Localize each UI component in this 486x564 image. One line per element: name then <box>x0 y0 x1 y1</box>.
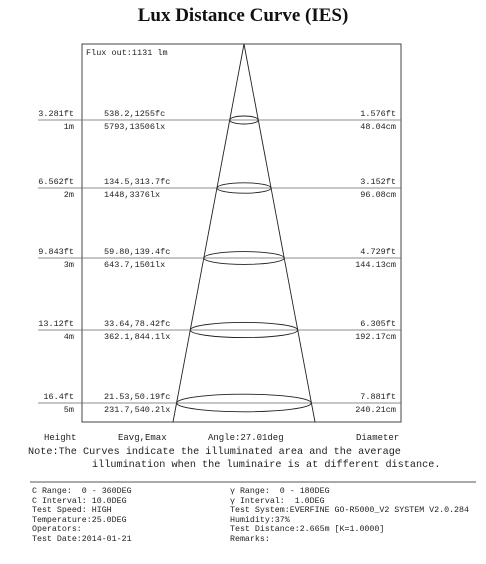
note-line-2: illumination when the luminaire is at different distance. <box>92 460 441 471</box>
humidity: Humidity:37% <box>230 515 290 525</box>
beam-cone-right <box>244 44 315 422</box>
test-system: Test System:EVERFINE GO-R5000_V2 SYSTEM V2.0.284 <box>230 506 469 516</box>
row-diam-cm: 96.08cm <box>360 190 396 200</box>
row-lx: 231.7,540.2lx <box>104 405 171 415</box>
test-meta-right <box>230 487 469 545</box>
note-line-1: Note:The Curves indicate the illuminated area and the average <box>28 447 401 458</box>
note-text <box>28 446 478 472</box>
row-fc: 59.80,139.4fc <box>104 247 171 257</box>
remarks: Remarks: <box>230 534 270 544</box>
row-height-m: 2m <box>63 190 74 200</box>
height-column-label: Height <box>44 433 77 443</box>
row-diam-cm: 192.17cm <box>355 332 396 342</box>
row-diam-cm: 48.04cm <box>360 122 396 132</box>
row-height-m: 3m <box>63 260 74 270</box>
row-diam-ft: 7.881ft <box>360 392 396 402</box>
row-height-ft: 9.843ft <box>38 247 74 257</box>
row-lx: 1448,3376lx <box>104 190 161 200</box>
row-diam-ft: 1.576ft <box>360 109 396 119</box>
test-date: Test Date:2014-01-21 <box>32 534 132 544</box>
diameter-column-label: Diameter <box>356 433 400 443</box>
gamma-range: γ Range: 0 - 180DEG <box>230 487 330 496</box>
row-fc: 33.64,78.42fc <box>104 319 171 329</box>
c-interval: C Interval: 10.0DEG <box>32 496 127 506</box>
row-diam-cm: 240.21cm <box>355 405 396 415</box>
row-fc: 538.2,1255fc <box>104 109 166 119</box>
row-fc: 134.5,313.7fc <box>104 177 171 187</box>
gamma-interval: γ Interval: 1.0DEG <box>230 496 325 506</box>
row-height-m: 4m <box>63 332 74 342</box>
test-distance: Test Distance:2.665m [K=1.0000] <box>230 525 385 535</box>
test-speed: Test Speed: HIGH <box>32 506 112 516</box>
row-height-ft: 3.281ft <box>38 109 74 119</box>
row-lx: 5793,13506lx <box>104 122 166 132</box>
distance-rows <box>38 109 401 415</box>
beam-cone-left <box>173 44 244 422</box>
row-diam-ft: 3.152ft <box>360 177 396 187</box>
row-diam-ft: 6.305ft <box>360 319 396 329</box>
eavg-emax-column-label: Eavg,Emax <box>118 433 167 443</box>
c-range: C Range: 0 - 360DEG <box>32 487 132 496</box>
row-height-m: 1m <box>63 122 74 132</box>
chart-title: Lux Distance Curve (IES) <box>137 5 349 26</box>
diagram-frame <box>82 44 401 422</box>
row-height-ft: 13.12ft <box>38 319 74 329</box>
flux-label: Flux out:1131 lm <box>86 48 168 58</box>
row-diam-cm: 144.13cm <box>355 260 396 270</box>
row-height-ft: 16.4ft <box>43 392 74 402</box>
row-height-m: 5m <box>63 405 74 415</box>
beam-angle-label: Angle:27.01deg <box>208 433 284 443</box>
temperature: Temperature:25.0DEG <box>32 515 127 525</box>
row-height-ft: 6.562ft <box>38 177 74 187</box>
row-fc: 21.53,50.19fc <box>104 392 171 402</box>
test-meta-left <box>32 487 132 545</box>
row-diam-ft: 4.729ft <box>360 247 396 257</box>
operators: Operators: <box>32 525 82 535</box>
row-lx: 643.7,1501lx <box>104 260 166 270</box>
row-lx: 362.1,844.1lx <box>104 332 171 342</box>
